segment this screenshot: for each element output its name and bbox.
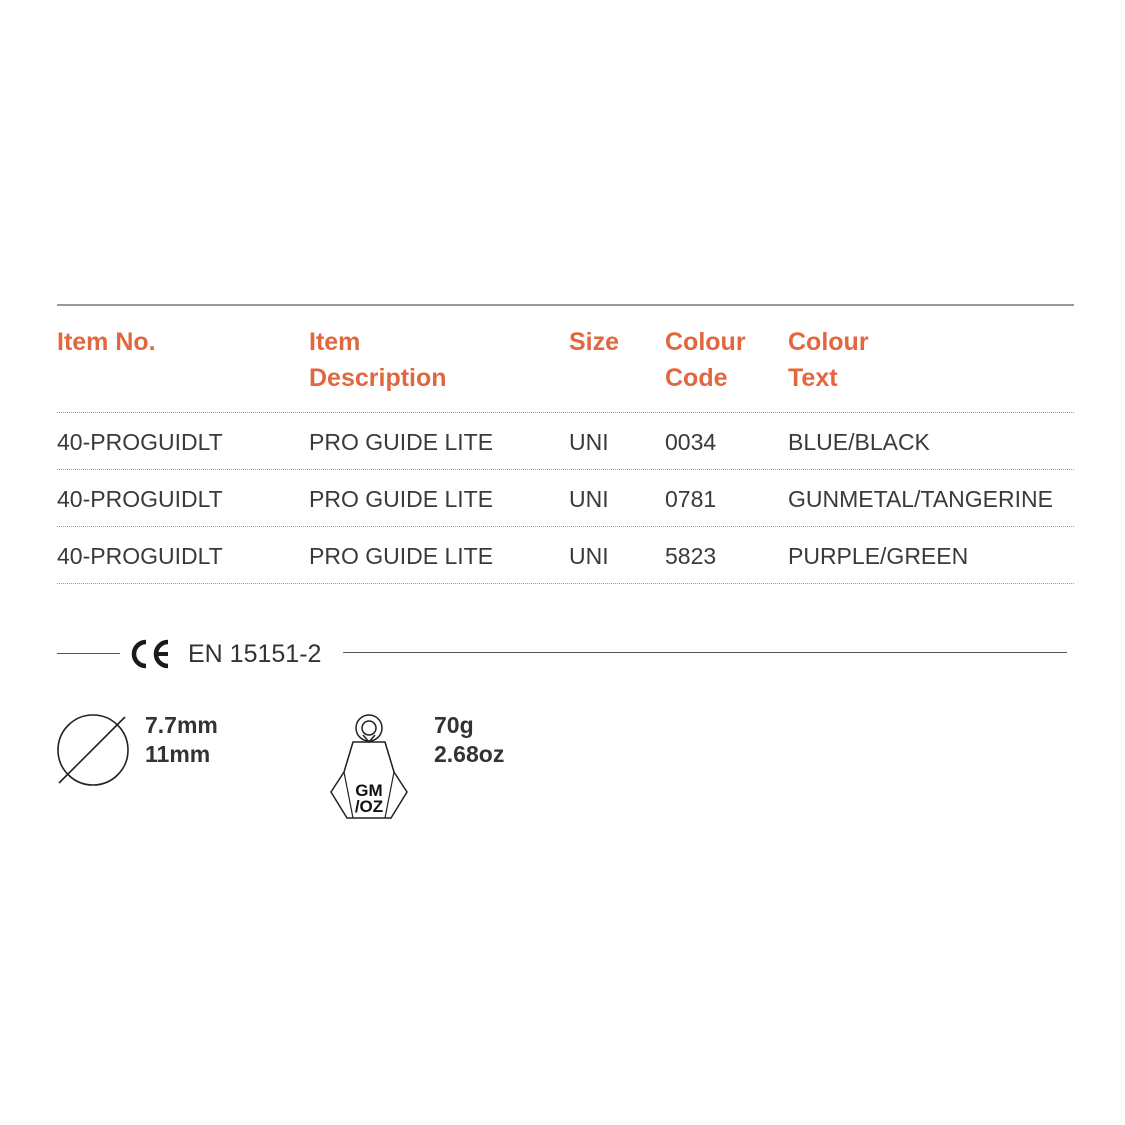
- weight-icon: [327, 712, 411, 822]
- cell-size: UNI: [569, 543, 609, 569]
- header-item-no: [57, 324, 156, 360]
- cell-size: UNI: [569, 429, 609, 455]
- cell-description: PRO GUIDE LITE: [309, 486, 494, 512]
- header-size: [569, 324, 619, 360]
- weight-value-2: 2.68oz: [434, 741, 505, 767]
- cell-colour-text: GUNMETAL/TANGERINE: [788, 486, 1053, 512]
- cert-divider-left: [57, 653, 120, 654]
- cell-description: PRO GUIDE LITE: [309, 543, 494, 569]
- header-colour-code: [665, 324, 746, 396]
- table-header: [57, 324, 1074, 413]
- header-item-no-label: Item No.: [57, 328, 156, 356]
- header-item-description-line2: Description: [309, 364, 447, 392]
- cell-colour-code: 0034: [665, 429, 717, 455]
- header-colour-text-line2: Text: [788, 364, 838, 392]
- header-colour-text: [788, 324, 869, 396]
- product-table: [57, 324, 1074, 584]
- cert-divider-right: [343, 652, 1067, 653]
- weight-values: [434, 711, 504, 769]
- ce-mark-icon: [128, 638, 172, 670]
- cell-size: UNI: [569, 486, 609, 512]
- diameter-value-2: 11mm: [145, 741, 211, 767]
- cell-item-no: 40-PROGUIDLT: [57, 486, 223, 512]
- header-size-label: Size: [569, 328, 620, 356]
- table-row: [57, 527, 1074, 584]
- header-colour-text-line1: Colour: [788, 328, 869, 356]
- table-row: [57, 413, 1074, 470]
- header-item-description: [309, 324, 447, 396]
- cell-colour-text: BLUE/BLACK: [788, 429, 930, 455]
- cert-standard: EN 15151-2: [188, 640, 322, 668]
- weight-value-1: 70g: [434, 712, 474, 738]
- cell-item-no: 40-PROGUIDLT: [57, 429, 223, 455]
- cell-colour-code: 5823: [665, 543, 717, 569]
- cell-item-no: 40-PROGUIDLT: [57, 543, 223, 569]
- top-divider: [57, 304, 1074, 306]
- header-colour-code-line1: Colour: [665, 328, 746, 356]
- diameter-values: [145, 711, 218, 769]
- diameter-icon: [55, 713, 133, 787]
- header-item-description-line1: Item: [309, 328, 361, 356]
- cell-colour-code: 0781: [665, 486, 717, 512]
- header-colour-code-line2: Code: [665, 364, 728, 392]
- weight-icon-label-1: GM: [355, 781, 383, 800]
- cell-description: PRO GUIDE LITE: [309, 429, 494, 455]
- cell-colour-text: PURPLE/GREEN: [788, 543, 969, 569]
- weight-icon-label-2: /OZ: [354, 797, 384, 816]
- diameter-value-1: 7.7mm: [145, 712, 218, 738]
- table-row: [57, 470, 1074, 527]
